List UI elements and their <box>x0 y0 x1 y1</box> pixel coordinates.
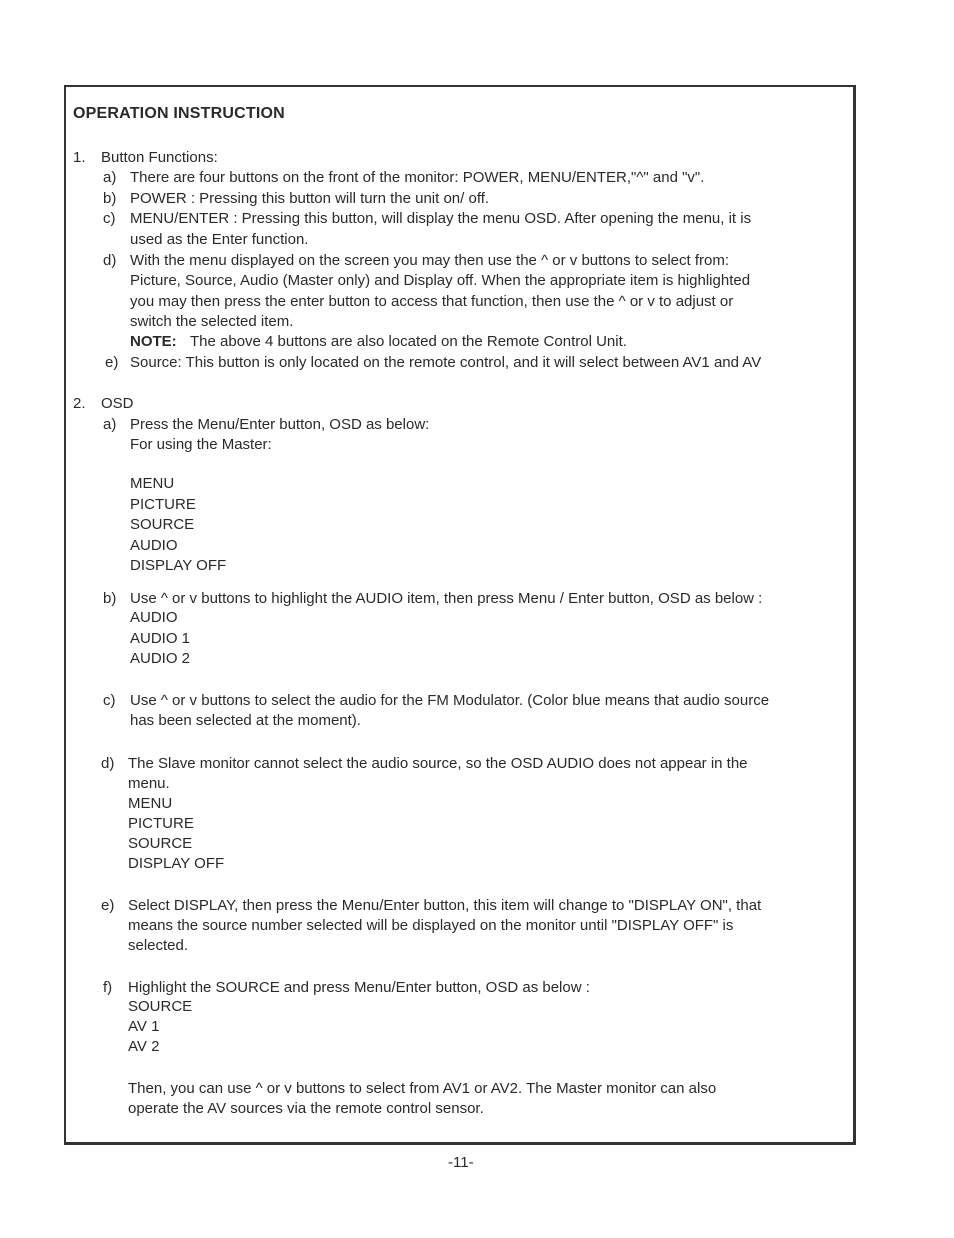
page-title: OPERATION INSTRUCTION <box>73 105 285 122</box>
menu-a-item: PICTURE <box>130 496 196 513</box>
item-1a-marker: a) <box>103 169 117 186</box>
item-2c-marker: c) <box>103 692 116 709</box>
section-2-heading: OSD <box>101 395 134 412</box>
item-2a-line-1: Press the Menu/Enter button, OSD as below: <box>130 416 430 433</box>
item-1e-marker: e) <box>105 354 119 371</box>
item-2d-line-1: The Slave monitor cannot select the audio source, so the OSD AUDIO does not appear in the <box>128 755 748 772</box>
closing-line-2: operate the AV sources via the remote control sensor. <box>128 1100 484 1117</box>
item-2a-line-2: For using the Master: <box>130 436 272 453</box>
note-label: NOTE: <box>130 333 177 350</box>
menu-a-item: MENU <box>130 475 175 492</box>
section-1-heading: Button Functions: <box>101 149 218 166</box>
item-1c-line-2: used as the Enter function. <box>130 231 309 248</box>
item-1d-line-1: With the menu displayed on the screen you may then use the ^ or v buttons to select from: <box>130 252 730 269</box>
item-1c-line-1: MENU/ENTER : Pressing this button, will display the menu OSD. After opening the menu, it is <box>130 210 752 227</box>
menu-d-item: DISPLAY OFF <box>128 855 225 872</box>
item-1d-marker: d) <box>103 252 117 269</box>
menu-d-item: MENU <box>128 795 173 812</box>
item-2e-line-1: Select DISPLAY, then press the Menu/Enter button, this item will change to "DISPLAY ON", that <box>128 897 762 914</box>
item-2b-text: Use ^ or v buttons to highlight the AUDIO item, then press Menu / Enter button, OSD as below : <box>130 590 763 607</box>
item-1d-line-2: Picture, Source, Audio (Master only) and Display off. When the appropriate item is highlighted <box>130 272 751 289</box>
menu-f-item: AV 1 <box>128 1018 160 1035</box>
note-text: The above 4 buttons are also located on the Remote Control Unit. <box>190 333 627 350</box>
item-1a-text: There are four buttons on the front of the monitor: POWER, MENU/ENTER,"^" and "v". <box>130 169 705 186</box>
menu-a-item: AUDIO <box>130 537 178 554</box>
item-2f-marker: f) <box>103 979 113 996</box>
menu-b-item: AUDIO 1 <box>130 630 191 647</box>
item-1d-line-4: switch the selected item. <box>130 313 294 330</box>
item-2d-marker: d) <box>101 755 115 772</box>
menu-a-item: SOURCE <box>130 516 195 533</box>
item-2d-line-2: menu. <box>128 775 170 792</box>
section-1-number: 1. <box>73 149 86 166</box>
menu-f-item: AV 2 <box>128 1038 160 1055</box>
menu-d-item: PICTURE <box>128 815 194 832</box>
menu-b-item: AUDIO <box>130 609 178 626</box>
item-1e-text: Source: This button is only located on the remote control, and it will select between AV1 and AV <box>130 354 762 371</box>
item-2e-marker: e) <box>101 897 115 914</box>
menu-d-item: SOURCE <box>128 835 193 852</box>
page-number: -11- <box>448 1154 474 1171</box>
item-1d-line-3: you may then press the enter button to access that function, then use the ^ or v to adjust or <box>130 293 734 310</box>
item-2c-line-2: has been selected at the moment). <box>130 712 361 729</box>
item-1c-marker: c) <box>103 210 116 227</box>
item-1b-marker: b) <box>103 190 117 207</box>
menu-b-item: AUDIO 2 <box>130 650 191 667</box>
closing-line-1: Then, you can use ^ or v buttons to select from AV1 or AV2. The Master monitor can also <box>128 1080 717 1097</box>
item-2c-line-1: Use ^ or v buttons to select the audio for the FM Modulator. (Color blue means that audio source <box>130 692 770 709</box>
item-2e-line-2: means the source number selected will be displayed on the monitor until "DISPLAY OFF" is <box>128 917 734 934</box>
item-2e-line-3: selected. <box>128 937 189 954</box>
item-1b-text: POWER : Pressing this button will turn the unit on/ off. <box>130 190 490 207</box>
item-2a-marker: a) <box>103 416 117 433</box>
section-2-number: 2. <box>73 395 86 412</box>
item-2b-marker: b) <box>103 590 117 607</box>
menu-f-item: SOURCE <box>128 998 193 1015</box>
menu-a-item: DISPLAY OFF <box>130 557 227 574</box>
item-2f-text: Highlight the SOURCE and press Menu/Enter button, OSD as below : <box>128 979 590 996</box>
